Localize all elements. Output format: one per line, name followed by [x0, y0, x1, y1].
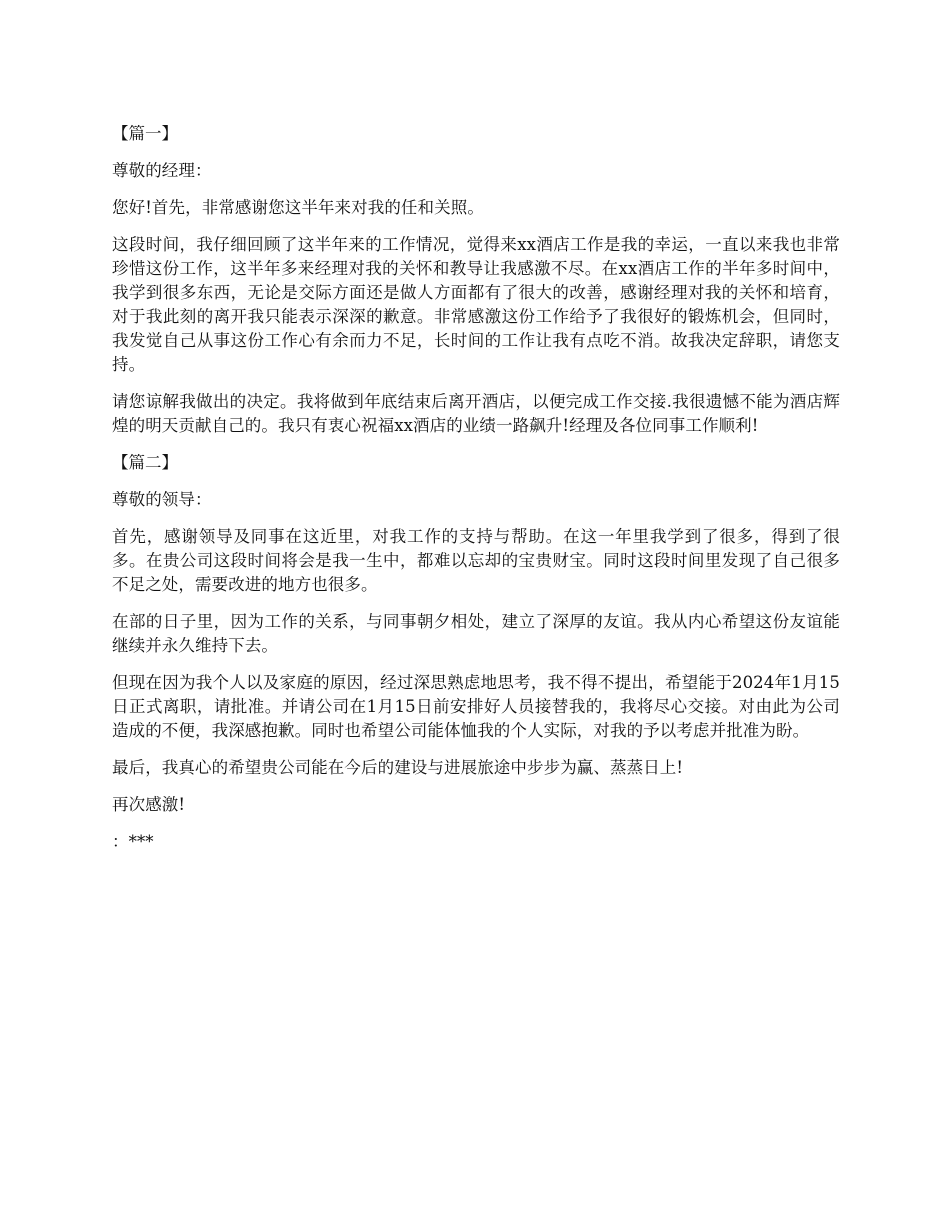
- document-page: [112, 122, 840, 867]
- paragraph-2-2: 在部的日子里，因为工作的关系，与同事朝夕相处，建立了深厚的友谊。我从内心希望这份友谊能继续并永久维持下去。: [112, 612, 840, 655]
- section-heading-2: 【篇二】: [112, 453, 178, 472]
- closing-thanks: 再次感激!: [112, 795, 186, 814]
- paragraph-1-3: 请您谅解我做出的决定。我将做到年底结束后离开酒店，以便完成工作交接.我很遗憾不能为酒店辉煌的明天贡献自己的。我只有衷心祝福xx酒店的业绩一路飙升!经理及各位同事工作顺利!: [112, 392, 840, 435]
- salutation-1: 尊敬的经理：: [112, 161, 212, 180]
- paragraph-1-1: 您好!首先，非常感谢您这半年来对我的任和关照。: [112, 198, 484, 217]
- paragraph-2-1: 首先，感谢领导及同事在这近里，对我工作的支持与帮助。在这一年里我学到了很多，得到了很多。在贵公司这段时间将会是我一生中，都难以忘却的宝贵财宝。同时这段时间里发现了自己很多不足之处，需要改进的地方也很多。: [112, 527, 840, 594]
- signature: ：***: [112, 832, 154, 851]
- section-heading-1: 【篇一】: [112, 124, 178, 143]
- paragraph-2-4: 最后，我真心的希望贵公司能在今后的建设与进展旅途中步步为赢、蒸蒸日上!: [112, 758, 684, 777]
- salutation-2: 尊敬的领导：: [112, 490, 212, 509]
- paragraph-1-2: 这段时间，我仔细回顾了这半年来的工作情况，觉得来xx酒店工作是我的幸运，一直以来我也非常珍惜这份工作，这半年多来经理对我的关怀和教导让我感激不尽。在xx酒店工作的半年多时间中，我学到很多东西，无论是交际方面还是做人方面都有了很大的改善，感谢经理对我的关怀和培育，对于我此刻的离开我只能表示深深的歉意。非常感激这份工作给予了我很好的锻炼机会，但同时，我发觉自己从事这份工作心有余而力不足，长时间的工作让我有点吃不消。故我决定辞职，请您支持。: [112, 235, 840, 374]
- paragraph-2-3: 但现在因为我个人以及家庭的原因，经过深思熟虑地思考，我不得不提出，希望能于2024年1月15日正式离职，请批准。并请公司在1月15日前安排好人员接替我的，我将尽心交接。对由此为公司造成的不便，我深感抱歉。同时也希望公司能体恤我的个人实际，对我的予以考虑并批准为盼。: [112, 673, 840, 740]
